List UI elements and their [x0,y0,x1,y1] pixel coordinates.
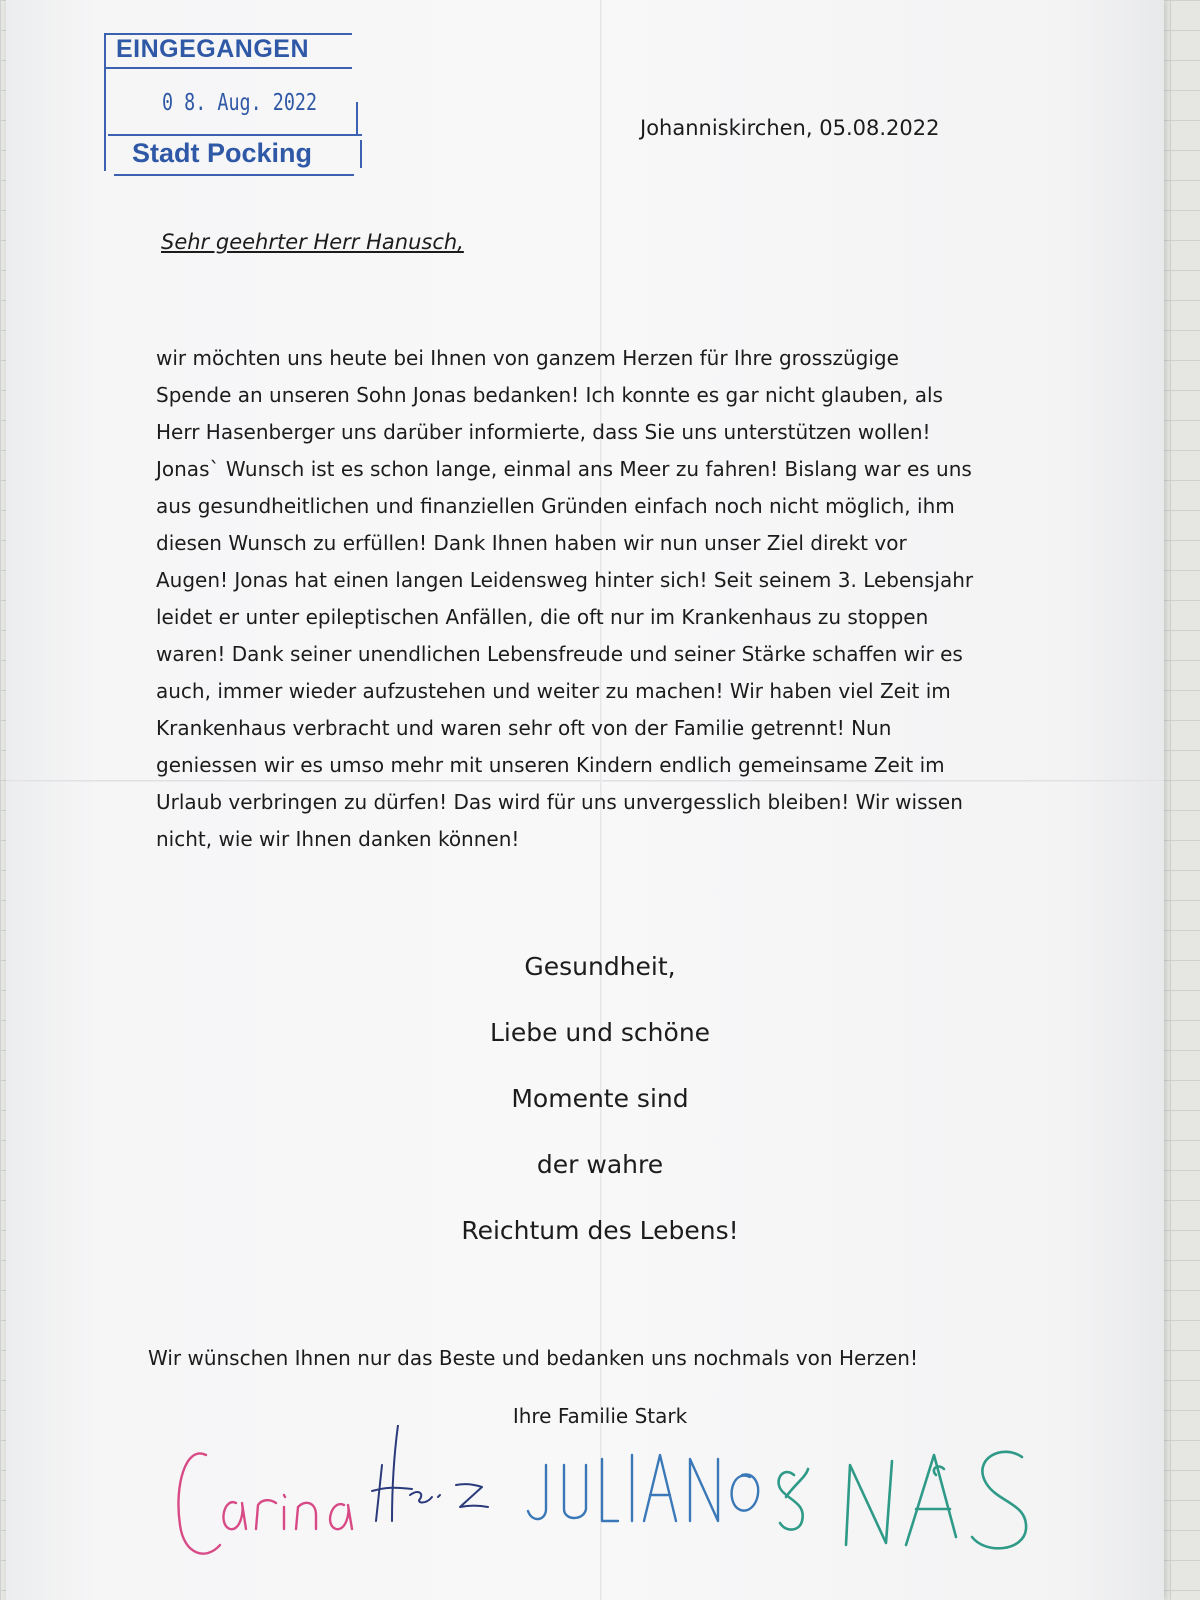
poem-line: Reichtum des Lebens! [461,1216,739,1245]
place-and-date: Johanniskirchen, 05.08.2022 [640,116,940,140]
body-line: Jonas` Wunsch ist es schon lange, einmal ans Meer zu fahren! Bislang war es uns [156,457,972,481]
body-line: auch, immer wieder aufzustehen und weiter zu machen! Wir haben viel Zeit im [156,679,951,703]
signature-juliano [528,1455,758,1521]
salutation: Sehr geehrter Herr Hanusch, [161,230,464,254]
body-line: geniessen wir es umso mehr mit unseren Kindern endlich gemeinsame Zeit im [156,753,945,777]
body-line: Augen! Jonas hat einen langen Leidensweg hinter sich! Seit seinem 3. Lebensjahr [156,568,974,592]
body-line: waren! Dank seiner unendlichen Lebensfreude und seiner Stärke schaffen wir es [156,642,963,666]
body-line: diesen Wunsch zu erfüllen! Dank Ihnen haben wir nun unser Ziel direkt vor [156,531,907,555]
body-line: aus gesundheitlichen und finanziellen Gründen einfach noch nicht möglich, ihm [156,494,955,518]
closing-line: Wir wünschen Ihnen nur das Beste und bedanken uns nochmals von Herzen! [148,1346,918,1370]
body-line: leidet er unter epileptischen Anfällen, die oft nur im Krankenhaus zu stoppen [156,605,929,629]
stamp-title: EINGEGANGEN [116,35,310,63]
poem-line: der wahre [536,1150,664,1179]
received-stamp [102,30,364,176]
body-line: nicht, wie wir Ihnen danken können! [156,827,520,851]
stamp-date: 0 8. Aug. 2022 [162,90,318,116]
poem-line: Momente sind [511,1084,689,1113]
body-line: Urlaub verbringen zu dürfen! Das wird für uns unvergesslich bleiben! Wir wissen [156,790,963,814]
signature-carina [178,1453,352,1553]
letter-body [156,340,1036,858]
poem-line: Liebe und schöne [489,1018,711,1047]
body-line: Spende an unseren Sohn Jonas bedanken! Ich konnte es gar nicht glauben, als [156,383,943,407]
signature-heinz [372,1425,488,1521]
body-line: wir möchten uns heute bei Ihnen von ganzem Herzen für Ihre grosszügige [156,346,899,370]
body-line: Herr Hasenberger uns darüber informierte, dass Sie uns unterstützen wollen! [156,420,931,444]
letter-sheet [6,0,1164,1600]
sender-name: Ihre Familie Stark [512,1404,688,1428]
body-line: Krankenhaus verbracht und waren sehr oft von der Familie getrennt! Nun [156,716,892,740]
handwritten-signatures [166,1425,1046,1585]
poem-line: Gesundheit, [524,952,676,981]
signature-jonas [779,1452,1027,1549]
stamp-city: Stadt Pocking [132,138,313,168]
signatures-drawing [166,1425,1046,1585]
